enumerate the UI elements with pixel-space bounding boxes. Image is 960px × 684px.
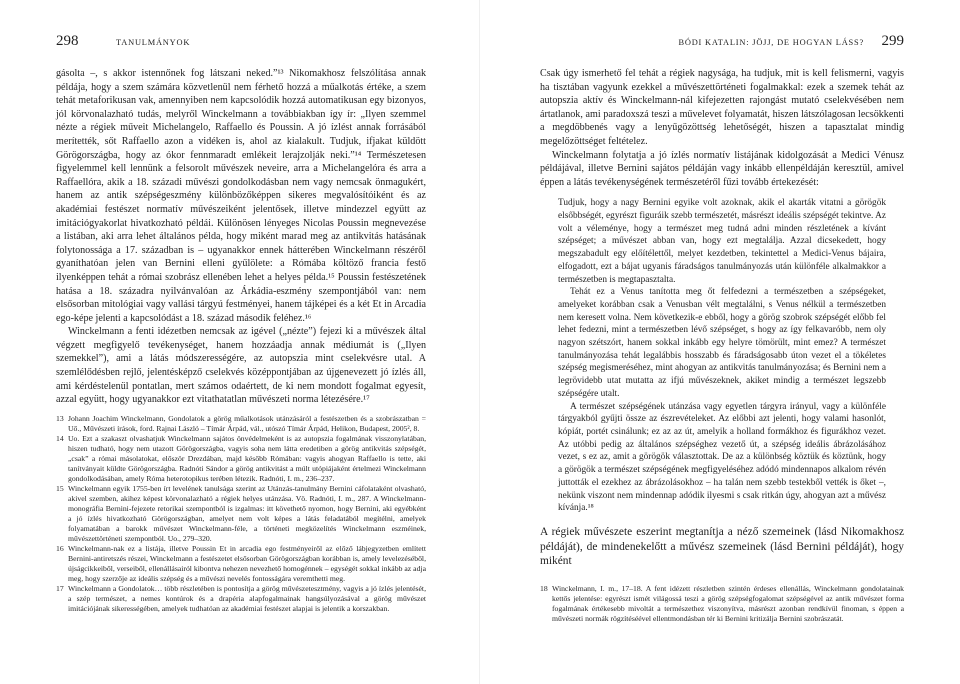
right-body xyxy=(540,67,904,624)
right-paragraph-2: Winckelmann folytatja a jó ízlés normatív listájának kidolgozását a Medici Vénusz példájával, illetve Bernini sajátos példáján vagy inkább ellenpéldáján keresztül, amivel éppen a látás tevékenységének természetéről fűzi tovább értekezését: xyxy=(540,149,904,188)
footnote-text: Winckelmann egyik 1755-ben írt levelének tanulsága szerint az Utánzás-tanulmány Bernini cáfolataként olvasható, akivel szemben, akihez képest körvonalazható a régiek helyes utánzása. Vö. Radnóti, I. m., 287. A Winckelmann-monográfia Bernini-fejezete retorikai szempontból is izgalmas: itt követhető nyomon, hogy Bernini, aki egyébként a jó ízlés hivatkozható Görögországban, amelyet nem volt képes a látás feladatából megítélni, amelyek folyamatában a barokk művészet Winckelmann-féle, a történeti megközelítés Winckelmann eszméinek, művészettörténeti szempontból. Uo., 279–320. xyxy=(68,483,426,543)
left-paragraph-1: gásolta –, s akkor istennőnek fog látszani neked.”¹³ Nikomakhosz felszólítása annak példája, hogy a szem számára közvetlenül nem férhető hozzá a műalkotás értéke, a szem tehát metaforikusan vak, amennyiben nem kapcsolódik hozzá automatikusan egy bizonyos, jól körvonalazható tudás, melyről Winckelmann a továbbiakban így ír: „Ilyen szemmel nézte a régiek műveit Michelangelo, Raffaello és Poussin. A jó ízlést annak forrásából merítették, sőt Raffaello azon a vidéken is, ahol az kialakult. Tudjuk, ifjakat küldött Görögországba, hogy az ókor fennmaradt emlékeit lerajzolják neki.”¹⁴ Természetesen figyelemmel kell lennünk a felsorolt művészek neveire, arra a Michelangelóra és arra a Raffaellóra, akik a 18. századi művészi gondolkodásban nem vagy nemcsak önmagukért, hanem az antik szépségeszmény különbözőképpen sikeres megvalósítóiként és az akadémiai festészet normatív művészeiként jelentősek, illetve mindezzel együtt az imitációgyakorlat hivatkozható példái. Különösen lényeges Nicolas Poussin megnevezése a listában, aki arra lehet általános példa, hogy miként marad meg az antikvitás hatásának folytonossága a 17. században is – ugyanakkor ennek hátterében Winckelmann részéről gyaníthatóan jelen van Bernini elleni gyűlölete: a Rómába költöző francia festő ilyenképpen tehát a római szobrász ellenében lehet a helyes példa.¹⁵ Poussin festészetének hatása a 18. századra nyilvánvalóan az Árkádia-eszmény szempontjából van: nem elsősorban mitológiai vagy vallási tárgyú festményei, hanem tájképei és a két Et in Arcadia ego-képe jelenti a kapcsolódást a 18. század második feléhez.¹⁶ xyxy=(56,68,426,324)
footnote-number: 17 xyxy=(56,583,64,593)
footnote-text: Uo. Ezt a szakaszt olvashatjuk Winckelmann sajátos önvédelmeként is az autopszia fogalmának visszonylatában, hiszen tudható, hogy nem utazott Görögországba, vagyis soha nem látta eredetiben a görög antikvitás szépségét, „csak” a római másolatokat, először Drezdában, majd később Rómában: vagyis ahogyan Raffaello is tette, aki tanítványait küldte Görögországba. Radnóti Sándor a görög antikvitást a múlt utópiájaként értelmezi Winckelmann gondolkodásában, amely Róma heterotopikus terében létezik. Radnóti, I. m., 236–237. xyxy=(68,433,426,483)
footnote xyxy=(56,434,426,484)
left-paragraph-2: Winckelmann a fenti idézetben nemcsak az igével („nézte”) fejezi ki a művészek által végzett megfigyelő tevékenységet, hanem hozzáadja annak médiumát is („Ilyen szemekkel”), ami a látás módszerességére, az autopszia mint cselekvésre utal. A szemlélődésben rejlő, jelentésképző cselekvés középpontjában az újgenevezett jó ízlés áll, ami kérdéstelenül pontatlan, mert számos odaértett, de ki nem mondott fogalmat egyesít, azzal együtt, hogy ugyanakkor ezt vitathatatlan művészeti norma létezésére.¹⁷ xyxy=(56,326,426,406)
footnote-text: Winckelmann-nak ez a listája, illetve Poussin Et in arcadia ego festményeiről az előző lábjegyzetben említett Bernini-antiretszés részei, Winckelmann a festészetet elsősorban Görögországban korábban is, amely levelezéséből, újságcikkeiből, verseiből, ellenállásairól kibontva nehezen nevezhető homogénnek – egységét sokkal inkább az adja meg, hogy szerzője az ideális szépség és a művészi nevelés fontosságára veremthetti meg. xyxy=(68,543,426,583)
right-paragraph-1: Csak úgy ismerhető fel tehát a régiek nagysága, ha tudjuk, mit is kell felismerni, vagyis ha tisztában vagyunk ezekkel a művészettörténeti fogalmakkal: ezek a szemek tehát az autopszia aktív és Winckelmann-nál kifejezetten rajongást mutató cselekvésében nem ártatlanok, ami paradoxszá teszi a művelevet folyamatát, hiszen látszólagosan lecsökkenti a megdöbbenés vagy a lenyűgözöttség lehetőségét, hiszen a tapasztalat mindig megelőzöttséget feltételez. xyxy=(540,68,904,147)
footnote xyxy=(56,414,426,434)
left-header xyxy=(56,33,426,51)
right-running-head: BÓDI KATALIN: JÖJJ, DE HOGYAN LÁSS? xyxy=(678,38,864,47)
footnote xyxy=(56,544,426,584)
footnote xyxy=(56,484,426,544)
footnote xyxy=(56,584,426,614)
footnote-number: 14 xyxy=(56,433,64,443)
left-running-head: TANULMÁNYOK xyxy=(116,38,191,47)
footnote-number: 13 xyxy=(56,413,64,423)
right-page xyxy=(480,0,960,684)
left-footnotes xyxy=(56,414,426,614)
footnote-number: 16 xyxy=(56,543,64,553)
quote-paragraph-2: Tehát ez a Venus tanította meg őt felfedezni a természetben a szépségeket, amelyeket korábban csak a Venusban vélt megtalálni, s Venus nélkül a természetben nem keresett volna. Nem következik-e ebből, hogy a görög szobrok szépségét előbb fel lehet fedezni, mint a természetben lévő szépséget, s hogy az így felkavaróbb, nem oly nagyon szétszórt, hanem sokkal inkább egy helyre tömörült, mint emez? A természet tanulmányozása tehát legalábbis hosszabb és fáradságosabb úton vezet el a tökéletes szépség megismeréséhez, mint ahogyan az antikvitás tanulmányozása; és Bernini nem a legrövidebb utat mutatta az ifjú művészeknek, akiket mindig a természet legszebb szépségére utalt. xyxy=(558,287,886,399)
left-body xyxy=(56,67,426,614)
closing-paragraph: A régiek művészete eszerint megtanítja a néző szemeinek (lásd Nikomakhosz példáját), de mindenekelőtt a művész szemeinek (lásd Bernini példáját), hogy miként xyxy=(540,525,904,568)
right-header xyxy=(540,33,904,51)
left-page-number: 298 xyxy=(56,33,79,49)
quote-paragraph-3: A természet szépségének utánzása vagy egyetlen tárgyra irányul, vagy a különféle tárgyakból gyűjti össze az észrevételeket. Az előbbi azt jelenti, hogy valami hasonlót, kópiát, portét csinálunk; ez az az út, amelyik a holland formákhoz és figurákhoz vezet. Az utóbbi pedig az általános szépséghez vezető út, a szépség ideális ábrázolásához vezet, s ez az, amit a görögök választottak. De az a különbség köztük és köztünk, hogy a görögök a természet szépségének megfigyeléséhez adódó mindennapos alkalom révén juttották el ezekhez az ábrázolásokhoz – ha talán nem szebb testekből vették is őket –, nekünk viszont nem mindennap adódik ilyesmi s csak ritkán úgy, ahogyan azt a művész kívánja.¹⁸ xyxy=(558,401,886,514)
footnote xyxy=(540,584,904,624)
footnote-text: Winckelmann a Gondolatok… több részletében is pontosítja a görög művészetesztmény, vagyis a jó ízlés jelentését, a szép természet, a nemes kontúrok és a drapéria alapfogalmainak hangsúlyozásával a görög művészet imitációjának sikerességében, amelyek tudhatóan az akadémiai festészet alapjai is jelentik a korszakban. xyxy=(68,583,426,613)
right-page-number: 299 xyxy=(881,33,904,49)
right-footnotes xyxy=(540,584,904,624)
footnote-number: 18 xyxy=(540,583,548,593)
quote-paragraph-1: Tudjuk, hogy a nagy Bernini egyike volt azoknak, akik el akarták vitatni a görögök elsőbbségét, egyrészt figuráik szebb természetét, másrészt ideális szépségét tekintve. Az volt a véleménye, hogy a természet meg tudná adni minden részletének a kívánt szépséget; a művészet abban van, hogy ezt megtalálja. Azzal dicsekedett, hogy megszabadult egy előítélettől, melyet kezdetben, tekintettel a Medici-Venus bájaira, elfogadott, ezt a bájat ugyanis fáradságos tanulmányozás után különféle alkalmakkor a természetben is megtapasztalta. xyxy=(558,198,886,285)
block-quote xyxy=(558,197,886,515)
footnote-number: 15 xyxy=(56,483,64,493)
footnote-text: Winckelmann, I. m., 17–18. A fent idézett részletben szintén érdeses ellenállás, Winckelmann gondolatainak kettős jelentése: egyrészt ismét világossá teszi a görög szépségfogalomat szépségével az antik művészet forma fogalmának értékesebb mivoltát a természethez viszonyítva, másrészt azonban rendkívül finoman, s éppen a művészeti normák rögzítéséével ellentmondásban tér ki Bernini kritizálja Bernini szobrászatát. xyxy=(552,583,904,623)
footnote-text: Johann Joachim Winckelmann, Gondolatok a görög műalkotások utánzásáról a festészetben és a szobrászatban = Uő., Művészeti írások, ford. Rajnai László – Tímár Árpád, vál., utószó Tímár Árpád, Helikon, Budapest, 2005², 8. xyxy=(68,413,426,433)
